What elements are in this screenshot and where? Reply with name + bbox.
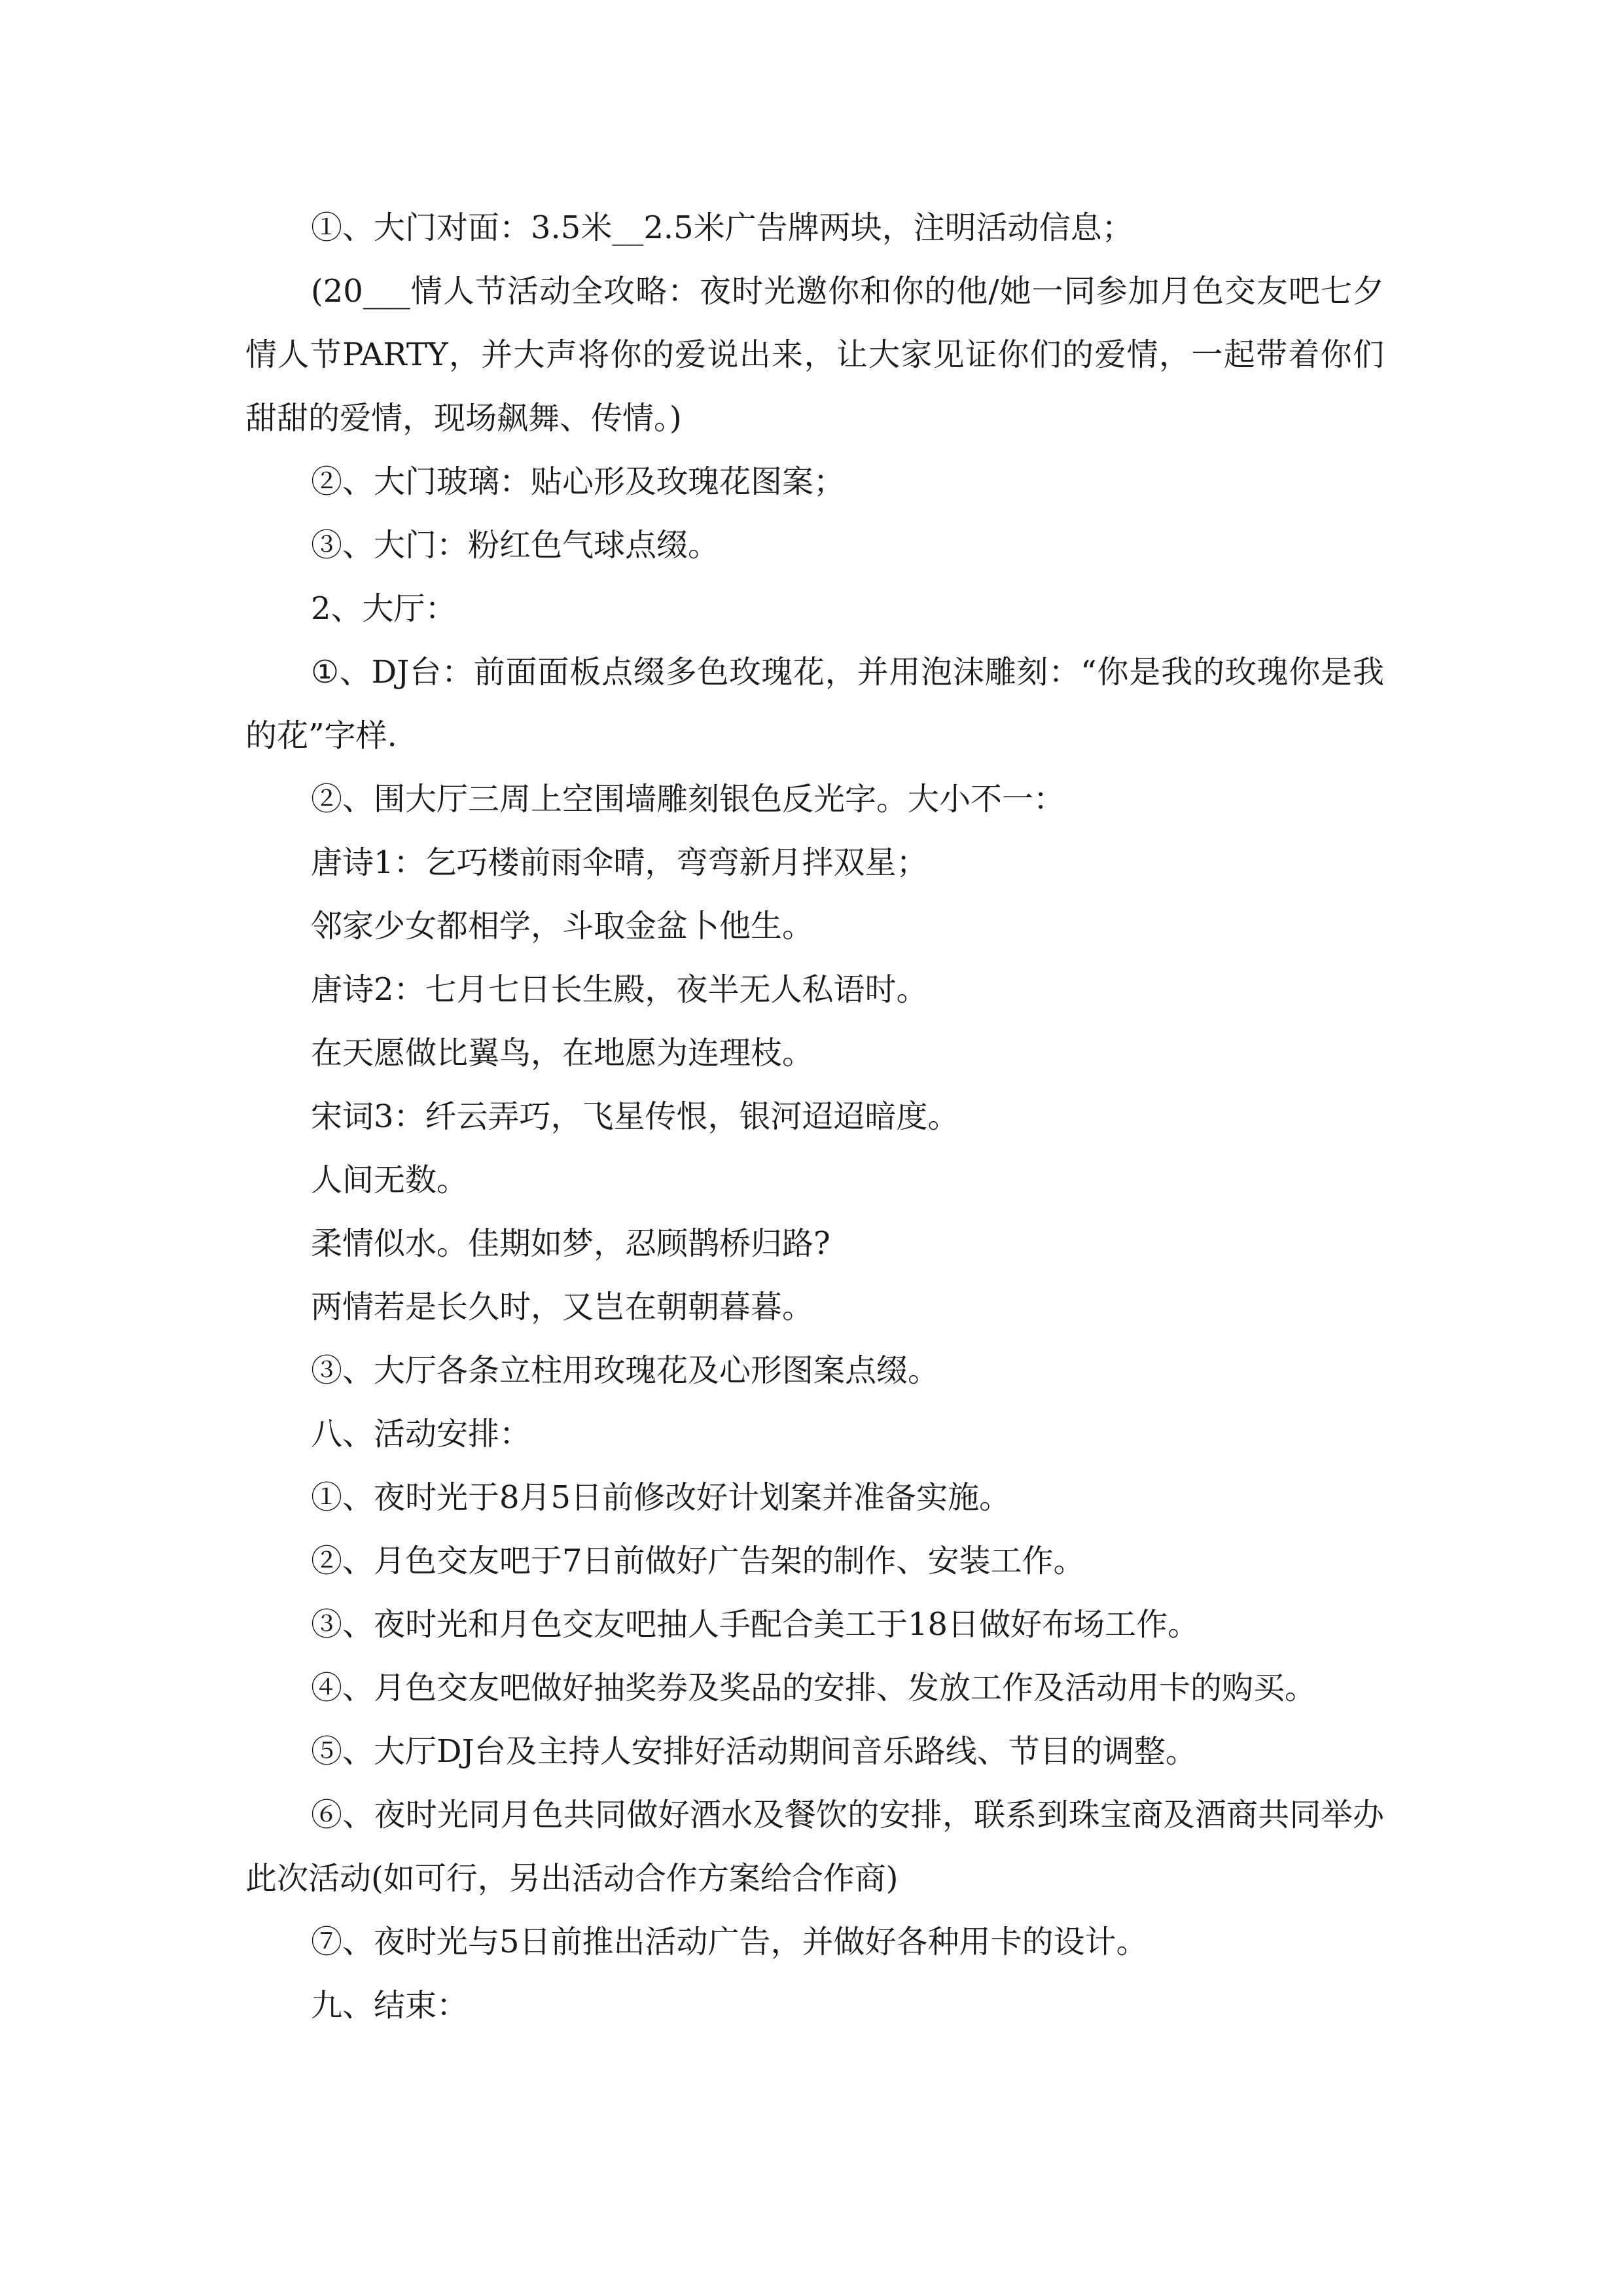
section-schedule-heading: 八、活动安排： [311,1416,531,1452]
poem-line: 人间无数。 [311,1162,469,1198]
schedule-item: ⑤、大厅DJ台及主持人安排好活动期间音乐路线、节目的调整。 [311,1733,1197,1770]
schedule-item: ⑥、夜时光同月色共同做好酒水及餐饮的安排，联系到珠宝商及酒商共同举办此次活动(如可行，另出活动合作方案给合作商) [245,1797,1384,1897]
paragraph-gate-billboard: ①、大门对面：3.5米__2.5米广告牌两块，注明活动信息； [311,209,1133,246]
schedule-item: ②、月色交友吧于7日前做好广告架的制作、安装工作。 [311,1543,1085,1579]
poem-line: 唐诗2：七月七日长生殿，夜半无人私语时。 [311,971,928,1008]
schedule-item: ④、月色交友吧做好抽奖券及奖品的安排、发放工作及活动用卡的购买。 [311,1670,1317,1706]
poem-line: 宋词3：纤云弄巧，飞星传恨，银河迢迢暗度。 [311,1098,959,1135]
schedule-item: ⑦、夜时光与5日前推出活动广告，并做好各种用卡的设计。 [311,1924,1148,1960]
paragraph-dj-stage: ①、DJ台：前面面板点缀多色玫瑰花，并用泡沫雕刻：“你是我的玫瑰你是我的花”字样. [245,654,1384,754]
section-hall-heading: 2、大厅： [311,590,457,627]
paragraph-hall-walls: ②、围大厅三周上空围墙雕刻银色反光字。大小不一： [311,781,1065,817]
poem-line: 在天愿做比翼鸟，在地愿为连理枝。 [311,1035,814,1071]
section-end-heading: 九、结束： [311,1987,469,2024]
poem-line: 唐诗1：乞巧楼前雨伞晴，弯弯新月拌双星； [311,844,928,881]
poem-line: 邻家少女都相学，斗取金盆卜他生。 [311,908,814,944]
poem-line: 柔情似水。佳期如梦，忍顾鹊桥归路? [311,1225,830,1262]
schedule-item: ③、夜时光和月色交友吧抽人手配合美工于18日做好布场工作。 [311,1606,1200,1643]
poem-line: 两情若是长久时，又岂在朝朝暮暮。 [311,1289,814,1325]
paragraph-party-note: (20___情人节活动全攻略：夜时光邀你和你的他/她一同参加月色交友吧七夕情人节PARTY，并大声将你的爱说出来，让大家见证你们的爱情，一起带着你们甜甜的爱情，现场飙舞、传情。) [245,273,1384,437]
schedule-item: ①、夜时光于8月5日前修改好计划案并准备实施。 [311,1479,1011,1516]
paragraph-gate-glass: ②、大门玻璃：贴心形及玫瑰花图案； [311,463,846,500]
paragraph-hall-pillars: ③、大厅各条立柱用玫瑰花及心形图案点缀。 [311,1352,940,1389]
document-body [245,196,1384,2037]
paragraph-gate-balloons: ③、大门：粉红色气球点缀。 [311,527,720,564]
